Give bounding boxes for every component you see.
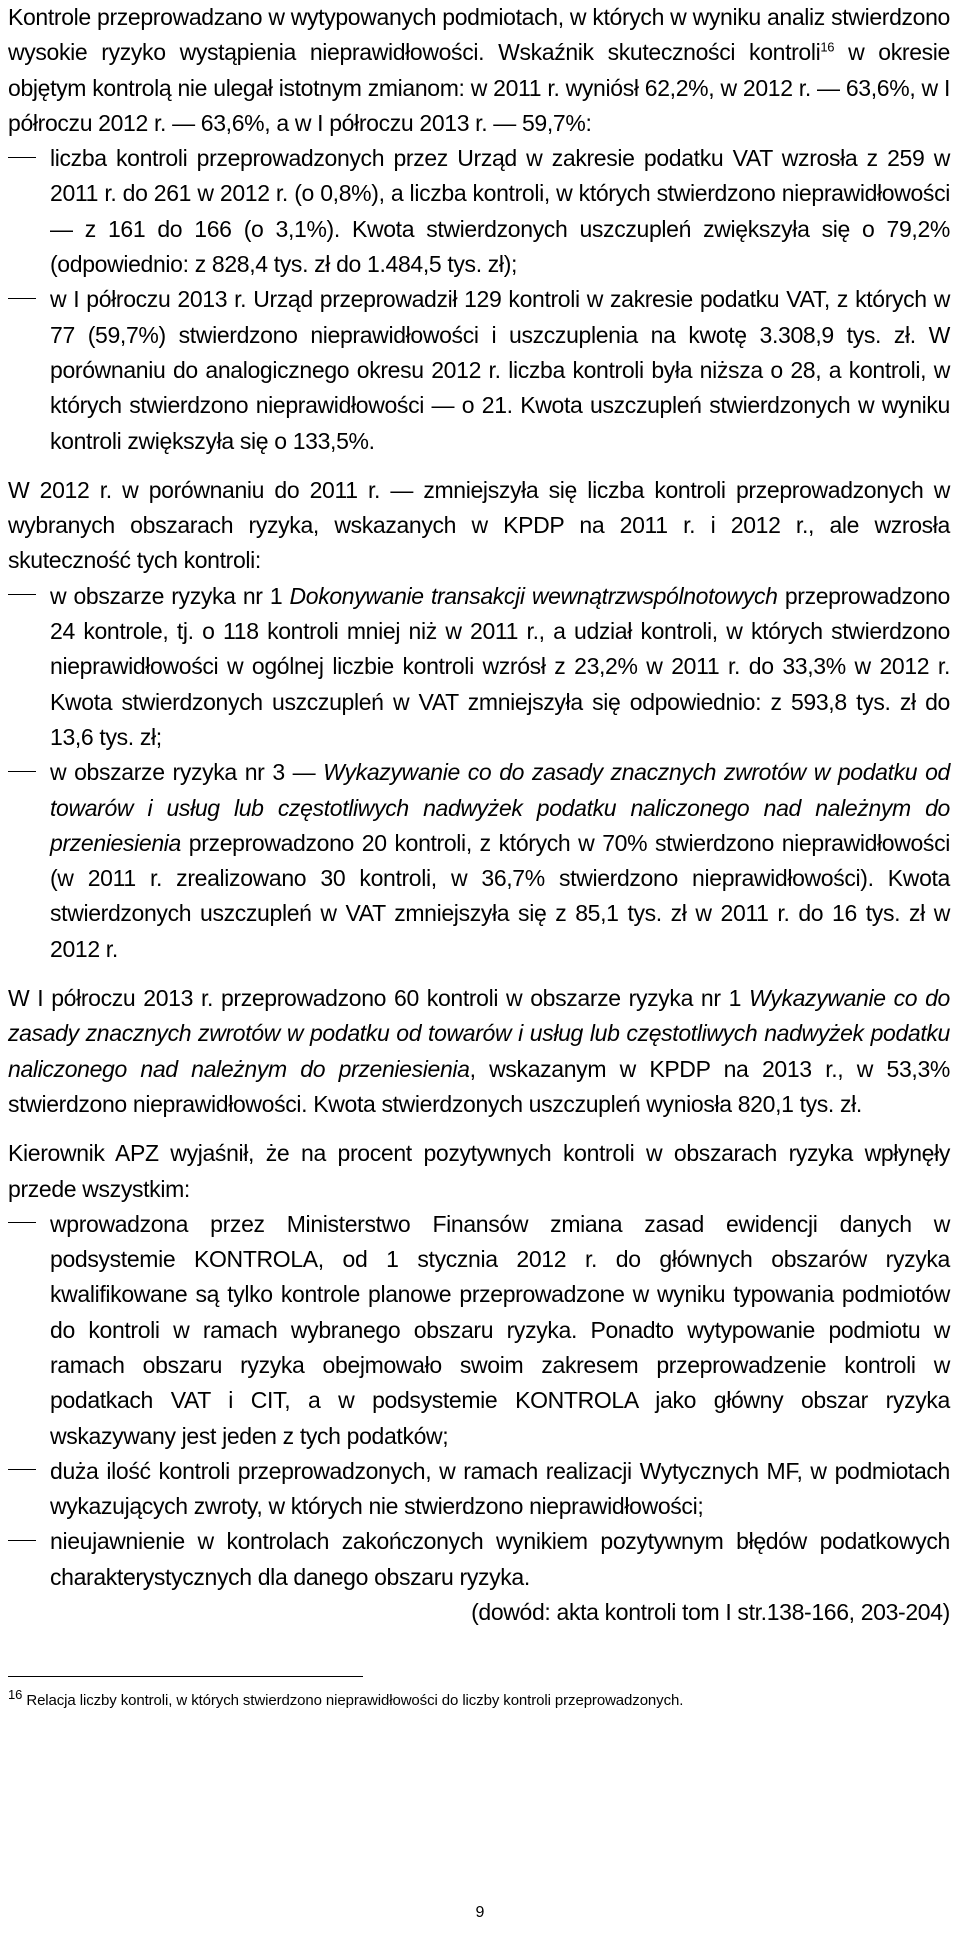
list-item-text: duża ilość kontroli przeprowadzonych, w ramach realizacji Wytycznych MF, w podmiotach wykazujących zwroty, w których nie stwierdzono nieprawidłowości; xyxy=(50,1457,950,1520)
footnote-separator xyxy=(8,1676,363,1677)
paragraph-control-effectiveness xyxy=(8,0,950,141)
risk-area-name: Wykazywanie co do zasady znacznych zwrotów w podatku od towarów i usług lub częstotliwych nadwyżek podatku naliczonego nad należnym do przeniesienia xyxy=(50,759,950,856)
dash-bullet-icon xyxy=(8,579,38,614)
list-item xyxy=(8,579,950,755)
evidence-reference: (dowód: akta kontroli tom I str.138-166, 203-204) xyxy=(471,1599,950,1626)
list-item xyxy=(8,1207,950,1454)
paragraph-text: w okresie objętym kontrolą nie ulegał istotnym zmianom: w 2011 r. wyniósł 62,2%, w 2012 r. ― 63,6%, w I półroczu 2012 r. ― 63,6%, a w I półroczu 2013 r. ― 59,7%: xyxy=(8,39,950,136)
paragraph-h1-2013 xyxy=(8,981,950,1122)
paragraph-apz-explanation: Kierownik APZ wyjaśnił, że na procent pozytywnych kontroli w obszarach ryzyka wpłynęły przede wszystkim: xyxy=(8,1140,950,1202)
footnote-reference: 16 xyxy=(820,39,835,55)
dash-bullet-icon xyxy=(8,141,38,176)
list-item-text: w I półroczu 2013 r. Urząd przeprowadził 129 kontroli w zakresie podatku VAT, z których w 77 (59,7%) stwierdzono nieprawidłowości i uszczuplenia na kwotę 3.308,9 tys. zł. W porównaniu do analogicznego okresu 2012 r. liczba kontroli była niższa o 28, a kontroli, w których stwierdzono nieprawidłowości ― o 21. Kwota uszczupleń stwierdzonych w wyniku kontroli zwiększyła się o 133,5%. xyxy=(50,286,950,454)
list-item xyxy=(8,1524,950,1595)
dash-bullet-icon xyxy=(8,1524,38,1559)
list-vat-controls xyxy=(8,141,950,459)
risk-area-name: Wykazywanie co do zasady znacznych zwrotów w podatku od towarów i usług lub częstotliwych nadwyżek podatku naliczonego nad należnym do przeniesienia xyxy=(8,985,950,1082)
list-item xyxy=(8,755,950,967)
list-explanation-reasons xyxy=(8,1207,950,1595)
list-item-text: liczba kontroli przeprowadzonych przez Urząd w zakresie podatku VAT wzrosła z 259 w 2011 r. do 261 w 2012 r. (o 0,8%), a liczba kontroli, w których stwierdzono nieprawidłowości ― z 161 do 166 (o 3,1%). Kwota stwierdzonych uszczupleń zwiększyła się o 79,2% (odpowiednio: z 828,4 tys. zł do 1.484,5 tys. zł); xyxy=(50,145,950,278)
list-item xyxy=(8,141,950,282)
dash-bullet-icon xyxy=(8,1454,38,1489)
list-item-text: przeprowadzono 24 kontrole, tj. o 118 kontroli mniej niż w 2011 r., a udział kontroli, w których stwierdzono nieprawidłowości w ogólnej liczbie kontroli wzrósł z 23,2% w 2011 r. do 33,3% w 2012 r. Kwota stwierdzonych uszczupleń w VAT zmniejszyła się odpowiednio: z 593,8 tys. zł do 13,6 tys. zł; xyxy=(50,582,950,750)
paragraph-text: W I półroczu 2013 r. przeprowadzono 60 kontroli w obszarze ryzyka nr 1 xyxy=(8,985,749,1012)
dash-bullet-icon xyxy=(8,1207,38,1242)
paragraph-text: , wskazanym w KPDP na 2013 r., w 53,3% stwierdzono nieprawidłowości. Kwota stwierdzonych uszczupleń wyniosła 820,1 tys. zł. xyxy=(8,1055,950,1117)
footnote-marker: 16 xyxy=(8,1687,23,1703)
list-item-text: w obszarze ryzyka nr 3 ― xyxy=(50,759,324,786)
footnote xyxy=(8,1687,950,1711)
list-item-text: przeprowadzono 20 kontroli, z których w 70% stwierdzono nieprawidłowości (w 2011 r. zrealizowano 30 kontroli, w 36,7% stwierdzono nieprawidłowości). Kwota stwierdzonych uszczupleń w VAT zmniejszyła się z 85,1 tys. zł w 2011 r. do 16 tys. zł w 2012 r. xyxy=(50,829,950,962)
list-risk-areas xyxy=(8,579,950,967)
paragraph-risk-areas-2012: W 2012 r. w porównaniu do 2011 r. ― zmniejszyła się liczba kontroli przeprowadzonych w wybranych obszarach ryzyka, wskazanych w KPDP na 2011 r. i 2012 r., ale wzrosła skuteczność tych kontroli: xyxy=(8,476,950,574)
list-item-text: wprowadzona przez Ministerstwo Finansów zmiana zasad ewidencji danych w podsystemie KONTROLA, od 1 stycznia 2012 r. do głównych obszarów ryzyka kwalifikowane są tylko kontrole planowe przeprowadzone w wyniku typowania podmiotów do kontroli w ramach wybranego obszaru ryzyka. Ponadto wytypowanie podmiotu w ramach obszaru ryzyka obejmowało swoim zakresem przeprowadzenie kontroli w podatkach VAT i CIT, a w podsystemie KONTROLA jako główny obszar ryzyka wskazywany jest jeden z tych podatków; xyxy=(50,1210,950,1449)
list-item-text: nieujawnienie w kontrolach zakończonych wynikiem pozytywnym błędów podatkowych charakterystycznych dla danego obszaru ryzyka. xyxy=(50,1528,950,1590)
risk-area-name: Dokonywanie transakcji wewnątrzwspólnotowych xyxy=(289,582,778,609)
paragraph-text: Kontrole przeprowadzano w wytypowanych podmiotach, w których w wyniku analiz stwierdzono wysokie ryzyko wystąpienia nieprawidłowości. Wskaźnik skuteczności kontroli xyxy=(8,4,950,66)
page-number: 9 xyxy=(475,1904,485,1921)
list-item xyxy=(8,1454,950,1525)
dash-bullet-icon xyxy=(8,282,38,317)
list-item-text: w obszarze ryzyka nr 1 xyxy=(50,582,290,609)
dash-bullet-icon xyxy=(8,755,38,790)
footnote-text: Relacja liczby kontroli, w których stwierdzono nieprawidłowości do liczby kontroli przeprowadzonych. xyxy=(22,1692,684,1710)
list-item xyxy=(8,282,950,458)
